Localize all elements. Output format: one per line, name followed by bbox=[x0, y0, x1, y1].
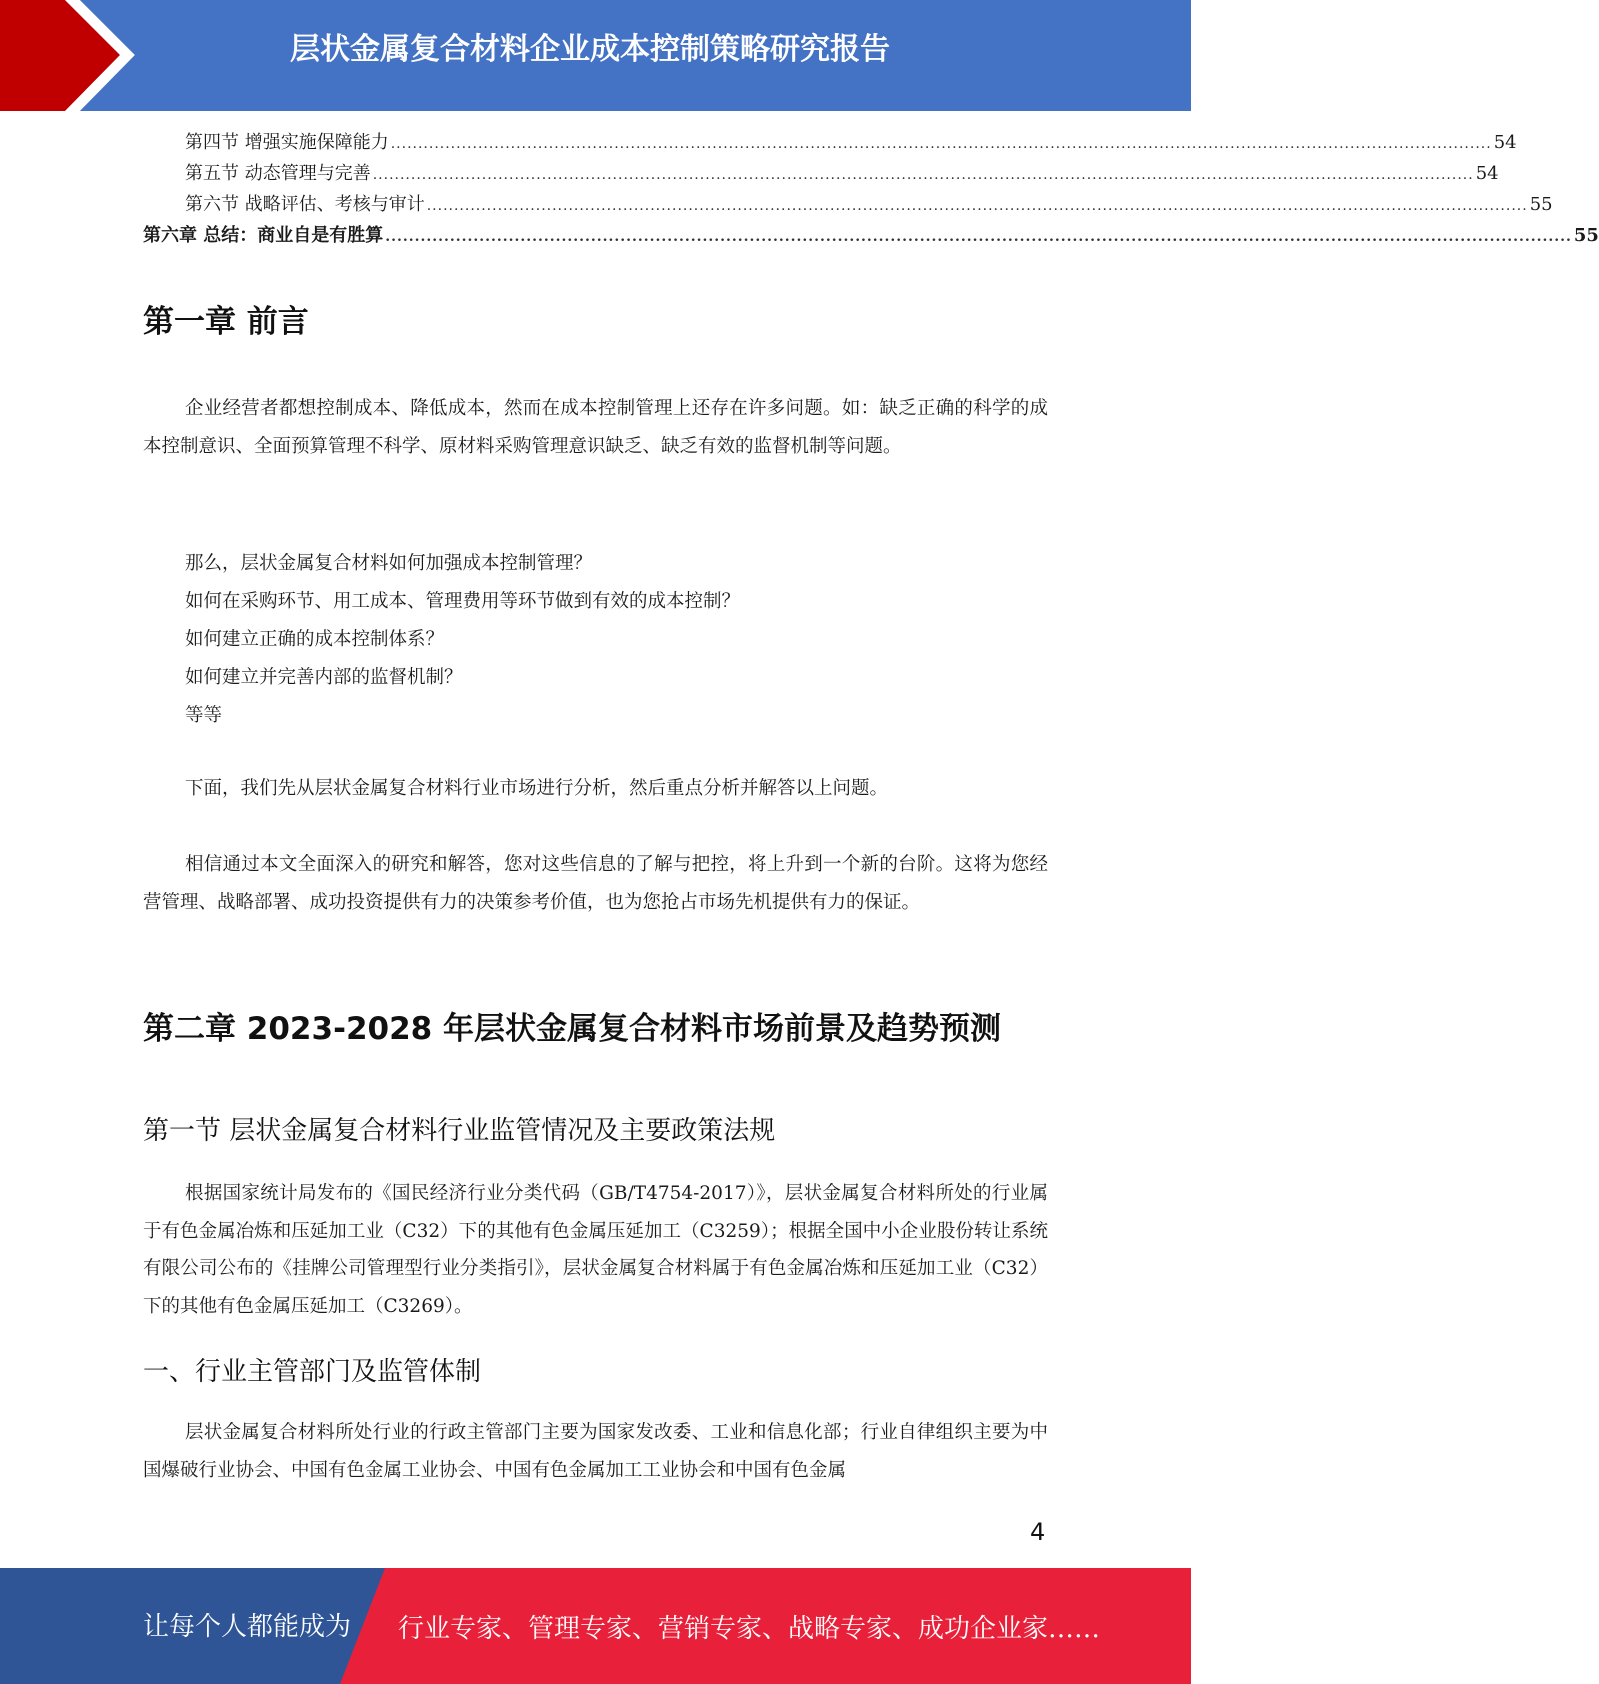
question-line: 如何建立并完善内部的监督机制？ bbox=[185, 667, 463, 688]
toc-entry-label: 第六节 战略评估、考核与审计 bbox=[185, 194, 425, 215]
toc-entry[interactable] bbox=[143, 128, 1517, 159]
toc-leader-dots: .......................................................................................................................................................................................................... bbox=[390, 136, 1492, 152]
toc-entry-label: 第六章 总结：商业自是有胜算 bbox=[143, 225, 384, 246]
toc-leader-dots: .......................................................................................................................................................................................................... bbox=[385, 229, 1572, 245]
footer-slogan-right: 行业专家、管理专家、营销专家、战略专家、成功企业家…… bbox=[398, 1614, 1101, 1644]
chapter-1-paragraph-3: 相信通过本文全面深入的研究和解答，您对这些信息的了解与把控，将上升到一个新的台阶。这将为您经营管理、战略部署、成功投资提供有力的决策参考价值，也为您抢占市场先机提供有力的保证。 bbox=[143, 854, 1048, 913]
footer-slogan-left: 让每个人都能成为 bbox=[143, 1612, 352, 1642]
toc-leader-dots: .......................................................................................................................................................................................................... bbox=[426, 198, 1528, 214]
toc-entry-page: 54 bbox=[1493, 132, 1517, 153]
toc-entry-page: 55 bbox=[1529, 194, 1553, 215]
chapter-2-heading: 第二章 2023-2028 年层状金属复合材料市场前景及趋势预测 bbox=[143, 1011, 1002, 1047]
toc-chapter-entry[interactable] bbox=[143, 221, 1599, 252]
table-of-contents bbox=[143, 128, 1599, 252]
subsection-1-heading: 一、行业主管部门及监管体制 bbox=[143, 1357, 482, 1387]
page-footer bbox=[0, 1568, 1191, 1684]
toc-entry-label: 第五节 动态管理与完善 bbox=[185, 163, 371, 184]
question-line: 如何建立正确的成本控制体系？ bbox=[185, 629, 445, 650]
question-line: 那么，层状金属复合材料如何加强成本控制管理？ bbox=[185, 553, 593, 574]
page-number: 4 bbox=[1030, 1518, 1046, 1546]
chapter-1-paragraph-2: 下面，我们先从层状金属复合材料行业市场进行分析，然后重点分析并解答以上问题。 bbox=[185, 778, 889, 799]
subsection-1-paragraph: 层状金属复合材料所处行业的行政主管部门主要为国家发改委、工业和信息化部；行业自律组织主要为中国爆破行业协会、中国有色金属工业协会、中国有色金属加工工业协会和中国有色金属 bbox=[143, 1422, 1048, 1481]
chapter-1-paragraph-1: 企业经营者都想控制成本、降低成本，然而在成本控制管理上还存在许多问题。如：缺乏正确的科学的成本控制意识、全面预算管理不科学、原材料采购管理意识缺乏、缺乏有效的监督机制等问题。 bbox=[143, 398, 1048, 457]
header-arrow-decoration bbox=[0, 0, 160, 111]
toc-entry-label: 第四节 增强实施保障能力 bbox=[185, 132, 389, 153]
toc-entry[interactable] bbox=[143, 159, 1499, 190]
toc-entry-page: 54 bbox=[1475, 163, 1499, 184]
section-1-paragraph: 根据国家统计局发布的《国民经济行业分类代码（GB/T4754-2017）》，层状金属复合材料所处的行业属于有色金属冶炼和压延加工业（C32）下的其他有色金属压延加工（C3259）；根据全国中小企业股份转让系统有限公司公布的《挂牌公司管理型行业分类指引》，层状金属复合材料属于有色金属冶炼和压延加工业（C32）下的其他有色金属压延加工（C3269）。 bbox=[143, 1183, 1048, 1317]
toc-leader-dots: .......................................................................................................................................................................................................... bbox=[372, 167, 1474, 183]
question-line: 如何在采购环节、用工成本、管理费用等环节做到有效的成本控制？ bbox=[185, 591, 741, 612]
section-1-heading: 第一节 层状金属复合材料行业监管情况及主要政策法规 bbox=[143, 1116, 776, 1146]
chapter-1-heading: 第一章 前言 bbox=[143, 304, 309, 340]
page-header bbox=[0, 0, 1191, 111]
header-title: 层状金属复合材料企业成本控制策略研究报告 bbox=[290, 32, 890, 67]
toc-entry-page: 55 bbox=[1573, 225, 1599, 246]
toc-entry[interactable] bbox=[143, 190, 1553, 221]
question-line: 等等 bbox=[185, 705, 223, 726]
